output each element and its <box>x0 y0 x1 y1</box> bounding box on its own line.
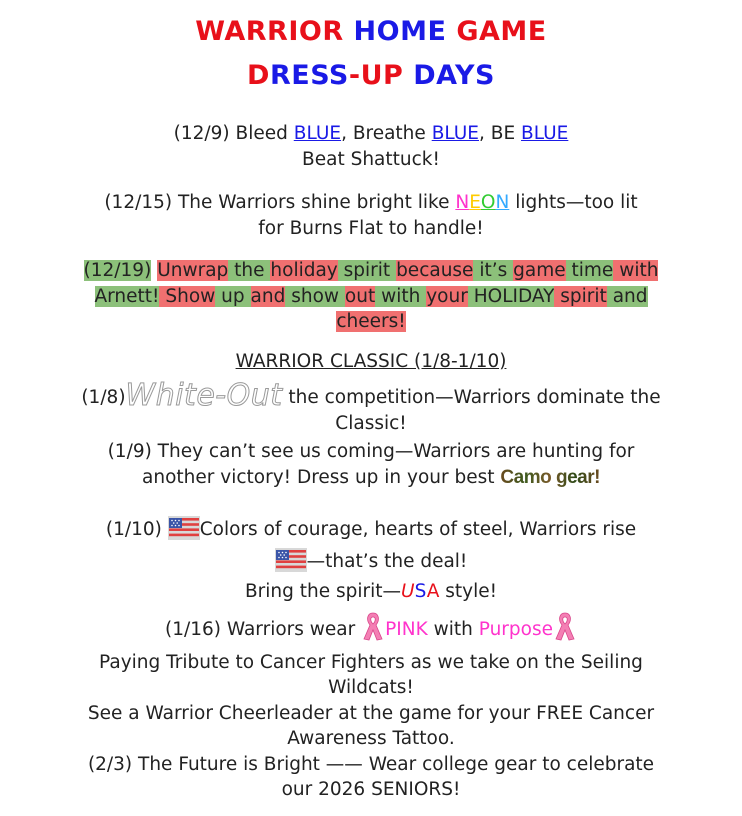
page-subtitle <box>0 60 742 92</box>
usa-letter: A <box>426 581 440 602</box>
day-1-16-line1 <box>70 610 672 650</box>
text: the competition—Warriors dominate the Classic! <box>282 387 661 434</box>
neon-letter: E <box>469 192 481 213</box>
us-flag-icon <box>168 516 200 548</box>
pink-ribbon-icon <box>553 610 577 650</box>
white-out-wordart: White-Out <box>125 378 283 413</box>
highlight-segment: because <box>396 260 474 281</box>
highlight-segment: cheers! <box>336 311 406 332</box>
text: (12/15) The Warriors shine bright like <box>104 192 456 213</box>
text: , BE <box>479 123 522 144</box>
text: (1/8) <box>81 387 126 408</box>
day-1-16-line3: See a Warrior Cheerleader at the game for your FREE Cancer Awareness Tattoo. <box>87 702 655 749</box>
day-1-8 <box>70 378 672 436</box>
subtitle-part: DAYS <box>403 60 495 91</box>
blue-link-2[interactable]: BLUE <box>431 123 479 144</box>
day-1-10-line1 <box>70 516 672 548</box>
highlight-segment: with <box>613 260 659 281</box>
highlight-segment: it’s <box>473 260 514 281</box>
camo-gear-wordart: Camo gear! <box>500 466 600 488</box>
title-home: HOME <box>353 16 447 47</box>
highlight-segment: holiday <box>270 260 338 281</box>
highlight-segment: the <box>228 260 271 281</box>
title-game: GAME <box>446 16 547 47</box>
highlight-segment: and <box>606 285 648 307</box>
highlight-segment: time <box>565 260 614 281</box>
subtitle-part: RESS <box>269 60 349 91</box>
subtitle-part: - <box>348 60 361 91</box>
highlight-segment: and <box>250 285 286 307</box>
highlight-segment: game <box>513 260 566 281</box>
text: (1/9) They can’t see us coming—Warriors are hunting for another victory! Dress up in your best <box>107 441 635 488</box>
highlight-segment: with <box>375 285 427 307</box>
text: (1/16) Warriors wear <box>165 619 362 640</box>
highlight-segment: spirit <box>554 285 607 307</box>
page-title <box>0 16 742 48</box>
title-warrior: WARRIOR <box>195 16 354 47</box>
text: with <box>427 619 479 640</box>
day-12-9 <box>60 121 682 172</box>
highlight-segment: up <box>215 285 251 307</box>
highlight-segment: (12/19) <box>83 260 152 281</box>
day-12-19 <box>80 258 662 335</box>
day-1-10-line2 <box>70 548 672 580</box>
highlight-segment: your <box>426 285 468 307</box>
text: —that’s the deal! <box>306 550 468 572</box>
blue-link-1[interactable]: BLUE <box>293 123 342 144</box>
day-12-9-line2: Beat Shattuck! <box>302 148 440 170</box>
text: , Breathe <box>341 123 432 144</box>
usa-letter: U <box>401 581 415 602</box>
pink-ribbon-icon <box>361 610 385 650</box>
text: Colors of courage, hearts of steel, Warriors rise <box>199 519 637 540</box>
day-2-3: (2/3) The Future is Bright —— Wear college gear to celebrate our 2026 SENIORS! <box>87 753 655 800</box>
day-1-16-line2: Paying Tribute to Cancer Fighters as we take on the Seiling Wildcats! <box>99 651 643 698</box>
neon-letter: N <box>495 192 510 213</box>
highlight-segment: out <box>344 285 376 307</box>
day-12-9-line1 <box>60 121 682 147</box>
text: Bring the spirit— <box>244 581 402 602</box>
purpose-word: Purpose <box>478 619 553 640</box>
pink-word: PINK <box>385 619 428 640</box>
subtitle-part: D <box>247 60 270 91</box>
day-1-10-line3 <box>70 579 672 605</box>
highlight-segment: Arnett! <box>94 285 160 307</box>
classic-heading-text: WARRIOR CLASSIC (1/8-1/10) <box>235 351 507 372</box>
highlight-segment: spirit <box>337 260 397 281</box>
highlight-segment: show <box>285 285 345 307</box>
day-12-15 <box>90 190 652 241</box>
blue-link-3[interactable]: BLUE <box>521 123 569 144</box>
day-1-9 <box>70 439 672 490</box>
classic-heading <box>60 349 682 375</box>
day-1-10 <box>70 516 672 605</box>
day-1-16 <box>70 610 672 803</box>
text: (1/10) <box>105 519 168 540</box>
usa-letter: S <box>414 581 427 602</box>
subtitle-part: UP <box>360 60 404 91</box>
text: style! <box>439 581 498 602</box>
text: lights—too lit for Burns Flat to handle! <box>258 192 638 239</box>
neon-letter: N <box>455 192 470 213</box>
highlight-segment: HOLIDAY <box>467 285 555 307</box>
highlight-segment: Unwrap <box>157 260 229 281</box>
highlight-segment: Show <box>159 285 216 307</box>
neon-letter: O <box>480 192 496 213</box>
text: (12/9) Bleed <box>173 123 294 144</box>
us-flag-icon <box>275 548 307 580</box>
